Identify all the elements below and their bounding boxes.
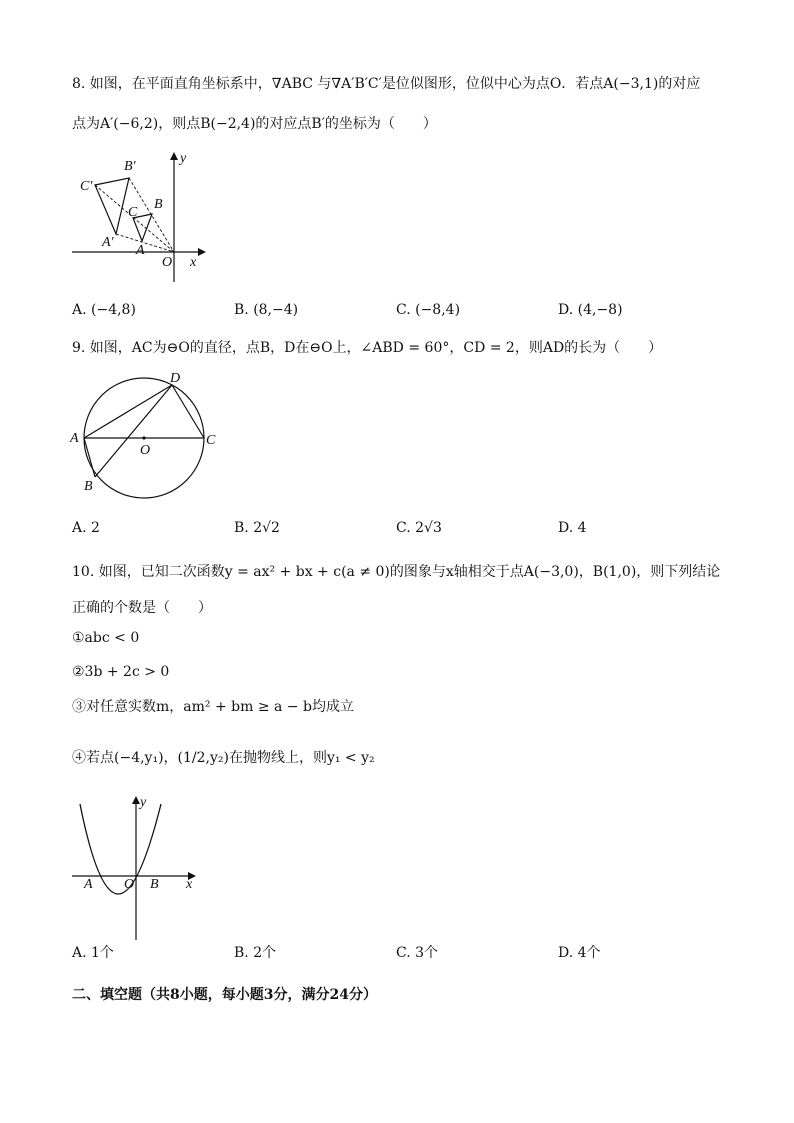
q8-label-C1: C′	[80, 179, 93, 194]
q9-option-c[interactable]: C. 2√3	[396, 520, 442, 536]
q9-label-B: B	[84, 479, 93, 494]
q8-label-y: y	[180, 151, 187, 166]
q9-figure	[66, 368, 226, 504]
q8-label-B1: B′	[124, 159, 136, 174]
q9-option-a[interactable]: A. 2	[72, 520, 100, 536]
q8-stem-line2: 点为A′(−6,2)，则点B(−2,4)的对应点B′的坐标为（ ）	[72, 116, 437, 132]
q10-option-c[interactable]: C. 3个	[396, 945, 439, 961]
q10-stem-line2: 正确的个数是（ ）	[72, 600, 212, 616]
q8-triangle-large	[95, 178, 129, 234]
q8-figure	[70, 148, 210, 288]
q9-label-O: O	[140, 443, 151, 458]
q10-stem-line1: 10. 如图，已知二次函数y = ax² + bx + c(a ≠ 0)的图象与x轴相交于点A(−3,0)，B(1,0)，则下列结论	[72, 564, 721, 580]
q8-option-b[interactable]: B. (8,−4)	[234, 302, 299, 318]
q9-label-C: C	[206, 433, 216, 448]
q9-option-b[interactable]: B. 2√2	[234, 520, 280, 536]
q10-label-A: A	[84, 877, 93, 892]
q8-label-B: B	[154, 197, 163, 212]
q10-label-x: x	[186, 877, 193, 892]
q10-statement-2: ②3b + 2c > 0	[72, 664, 170, 680]
q8-label-A1: A′	[102, 235, 114, 250]
q8-y-arrow	[170, 152, 178, 160]
q10-statement-1: ①abc < 0	[72, 630, 140, 646]
q8-option-d[interactable]: D. (4,−8)	[558, 302, 623, 318]
q8-option-c[interactable]: C. (−8,4)	[396, 302, 461, 318]
q10-option-d[interactable]: D. 4个	[558, 945, 601, 961]
q8-label-x: x	[190, 255, 197, 270]
q9-chord-dc	[172, 385, 204, 438]
q10-label-y: y	[140, 795, 147, 810]
q8-label-A: A	[136, 243, 145, 258]
q9-center-point	[142, 436, 145, 439]
q9-label-A: A	[70, 431, 79, 446]
q9-label-D: D	[170, 371, 181, 386]
q10-statement-3: ③对任意实数m，am² + bm ≥ a − b均成立	[72, 699, 354, 715]
q8-stem-line1: 8. 如图，在平面直角坐标系中，∇ABC 与∇A′B′C′是位似图形，位似中心为点O．若点A(−3,1)的对应	[72, 76, 701, 92]
q10-y-arrow	[132, 796, 140, 804]
q10-label-O: O	[124, 877, 135, 892]
q9-chord-bd	[95, 385, 172, 477]
q9-chord-ad	[84, 385, 172, 438]
q10-figure	[68, 792, 202, 942]
q10-label-B: B	[150, 877, 159, 892]
q10-option-a[interactable]: A. 1个	[72, 945, 114, 961]
q9-option-d[interactable]: D. 4	[558, 520, 587, 536]
q10-option-b[interactable]: B. 2个	[234, 945, 277, 961]
q9-chord-ab	[84, 438, 95, 477]
q8-dash-a	[116, 234, 174, 252]
q9-stem: 9. 如图，AC为⊖O的直径，点B，D在⊖O上，∠ABD = 60°，CD = 2，则AD的长为（ ）	[72, 340, 663, 356]
q8-label-C: C	[128, 205, 138, 220]
q8-label-O: O	[162, 255, 173, 270]
q10-statement-4: ④若点(−4,y₁)，(1/2,y₂)在抛物线上，则y₁ < y₂	[72, 750, 375, 766]
q8-x-arrow	[198, 248, 206, 256]
q8-option-a[interactable]: A. (−4,8)	[72, 302, 136, 318]
section-title-fill-in: 二、填空题（共8小题，每小题3分，满分24分）	[72, 987, 377, 1003]
